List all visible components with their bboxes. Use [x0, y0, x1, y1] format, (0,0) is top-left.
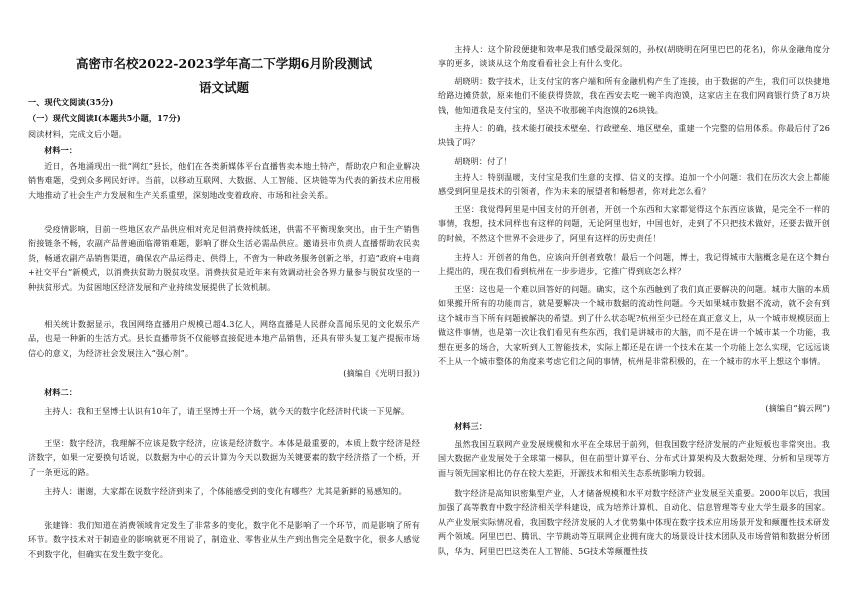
material-2-label: 材料二： [44, 387, 78, 397]
material-1-para-1: 近日，各地涌现出一批“网红”县长，他们在各类新媒体平台直播售卖本地土特产，帮助农户和企业解决销售难题，受到众多网民好评。当前，以移动互联网、大数据、人工智能、区块链等为代表的新技术应用极大地推动了社会生产力发展和生产关系重塑，深刻地改变着政府、市场和社会关系。 [28, 161, 420, 200]
exam-title: 高密市名校2022-2023学年高二下学期6月阶段测试 [76, 56, 372, 71]
material-1-label: 材料一： [44, 145, 78, 155]
material-2-para-4: 张建锋：我们知道在消费领域肯定发生了非常多的变化，数字化不是影响了一个环节，而是影响了所有环节。数字技术对于制造业的影响就更不用说了，制造业、零售业从生产到出售完全是数字化，很多人感觉不到数字化，但确实在发生数字变化。 [28, 520, 420, 559]
dialogue-hu-2: 胡晓明：付了！ [454, 156, 512, 166]
section-heading: 一、现代文阅读(35分) [28, 97, 114, 107]
exam-subtitle: 语文试题 [198, 80, 249, 95]
material-1-para-3: 相关统计数据显示，我国网络直播用户规模已超4.3亿人，网络直播是人民群众喜闻乐见的文化娱乐产品，也是一种新的生活方式。县长直播带货不仅能够直接促进本地产品销售，还具有带头复工复产提振市场信心的意义，为经济社会发展注入“强心剂”。 [28, 319, 420, 358]
material-3-label: 材料三： [454, 421, 488, 431]
material-1-para-2: 受疫情影响，目前一些地区农产品供应相对充足但消费持续低迷，供需不平衡现象突出，由于生产销售衔接链条不畅，农副产品普遍面临滞销难题，影响了群众生活必需品供应。邀请县市负责人直播帮助农民卖货，畅通农副产品销售渠道，确保农产品运得走、供得上，不啻为一种政务服务创新之举，打造“政府+电商+社交平台”新模式，以消费扶贫助力脱贫攻坚。消费扶贫是近年来有效调动社会各界力量参与脱贫攻坚的一种扶贫形式。为贫困地区经济发展和产业持续发展提供了长效机制。 [28, 224, 420, 292]
dialogue-wang-2: 王坚：这也是一个难以回答好的问题。确实，这个东西触到了我们真正要解决的问题。城市大脑的本质如果搬开所有的功能而言，就是要解决一个城市数据的流动性问题。今天如果城市数据不流动，就不会有到这个城市当下所有问题被解决的希望。到了什么状态呢?杭州至少已经在真正意义上，从一个城市规模层面上做这件事情，也是第一次让我们看见有些东西，我们是讲城市的大脑，而不是在讲一个城市某一个功能，我想在更多的场合，大家听到人工智能技术，实际上都还是在讲一个技术在某一个功能上怎么实现，它远远谈不上从一个城市整体的角度来考虑它们之间的事情，杭州是非常积极的，在一个城市的水平上想这个事情。 [438, 284, 830, 367]
material-2-para-1: 主持人：我和王坚博士认识有10年了，请王坚博士开一个场，就今天的数字化经济时代谈一下见解。 [44, 406, 410, 416]
dialogue-hu-1: 胡晓明：数字技术，让支付宝的客户端和所有金融机构产生了连接，由于数据的产生，我们可以快捷地给路边摊贷款，原来他们不能获得贷款，我在西安去吃一碗羊肉泡馍，这家店主在我们网商银行贷了8万块钱，他知道我是支付宝的，坚决不收那碗羊肉泡馍的26块钱。 [438, 76, 830, 115]
material-3-para-2: 数字经济是高知识密集型产业，人才储备规模和水平对数字经济产业发展至关重要。2000年以后，我国加强了高等教育中数字经济相关学科建设，成为培养计算机、自动化、信息管理等专业大学生最多的国家。从产业发展实际情况看，我国数字经济发展的人才优势集中体现在数字技术应用场景开发和颠覆性技术研发两个领域。阿里巴巴、腾讯、字节跳动等互联网企业拥有庞大的场景设计技术团队及市场营销和数据分析团队，华为、阿里巴巴这类在人工智能、5G技术等颠覆性技 [438, 488, 830, 556]
dialogue-host-1: 主持人：这个阶段便捷和效率是我们感受最深刻的，孙权(胡晓明在阿里巴巴的花名)，你从金融角度分享的更多，谈谈从这个角度看看社会上有什么变化。 [438, 44, 830, 69]
dialogue-host-3: 主持人：特别温暖，支付宝是我们生意的支撑、信义的支撑。追加一个小问题：我们在历次大会上都能感受到阿里是技术的引领者，作为未来的展望者和畅想者，你对此怎么看？ [438, 172, 830, 197]
material-2-para-2: 王坚：数字经济，我理解不应该是数字经济，应该是经济数字。本体是最重要的，本质上数字经济是经济数字，如果一定要换句话说，以数据为中心的云计算为今天以数据为关键要素的数字经济搭了一个桥，开了一条更远的路。 [28, 438, 420, 477]
material-1-source: (摘编自《光明日报》) [343, 368, 420, 378]
dialogue-wang-1: 王坚：我觉得阿里是中国支付的开创者，开创一个东西和大家都觉得这个东西应该做，是完全不一样的事情，我想，技术同样也有这样的问题，无论阿里也好，中国也好，走到了不只把技术做好，还要去做开创的时候，不然这个世界不会进步了，阿里有这样的历史责任！ [438, 204, 830, 243]
material-3-para-1: 虽然我国互联网产业发展规模和水平在全球居于前列，但我国数字经济发展的产业短板也非常突出。我国大数据产业发展处于全球第一梯队，但在前型计算平台、分布式计算架构及大数据处理、分析和呈现等方面与领先国家相比仍存在较大差距，开源技术和相关生态系统影响力较弱。 [438, 439, 830, 478]
material-2-para-3: 主持人：谢谢，大家都在说数字经济到来了，个体能感受到的变化有哪些？尤其是新鲜的易感知的。 [44, 486, 407, 496]
material-2-source: (摘编自“搞云网”) [765, 403, 830, 413]
subsection-heading: （一）现代文阅读I(本题共5小题，17分) [28, 113, 181, 123]
instruction: 阅读材料，完成文后小题。 [28, 129, 127, 139]
dialogue-host-4: 主持人：开创者的角色，应该向开创者致敬！最后一个问题，博士，我记得城市大脑概念是在这个舞台上提出的，现在我们看到杭州在一步步进步，它推广得到底怎么样？ [438, 252, 830, 277]
dialogue-host-2: 主持人：的确，技术能打破技术壁垒、行政壁垒、地区壁垒，重建一个完整的信用体系。你最后付了26块钱了吗？ [438, 123, 830, 148]
